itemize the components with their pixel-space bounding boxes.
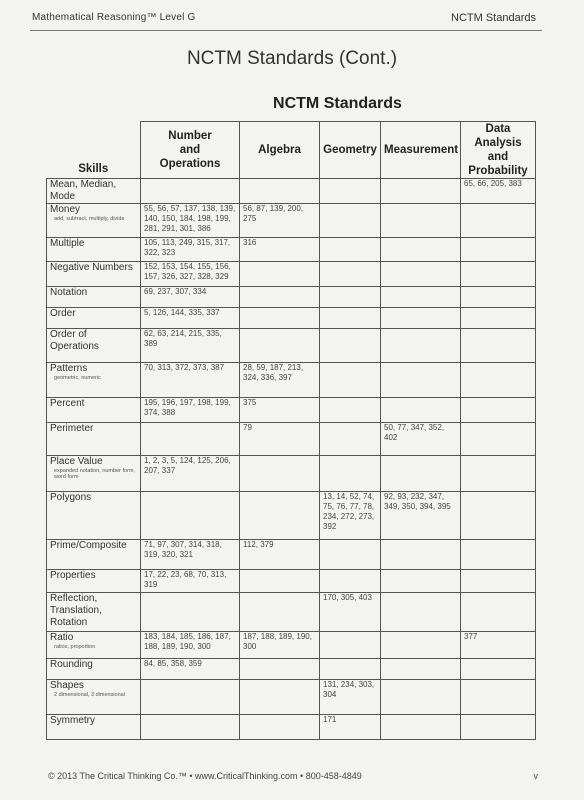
- page-list-cell-num: 17, 22, 23, 68, 70, 313, 319: [141, 570, 240, 593]
- section-header: NCTM Standards: [451, 12, 536, 24]
- page-list-cell-data: [461, 492, 536, 540]
- column-header-number-operations: [141, 122, 240, 179]
- skill-cell: [47, 363, 141, 398]
- page-list-cell-geo: [320, 456, 381, 492]
- page-list-cell-data: 377: [461, 632, 536, 659]
- skill-cell: [47, 204, 141, 238]
- page-list-cell-geo: [320, 398, 381, 423]
- page-list-cell-meas: [381, 659, 461, 680]
- skill-sublabel: ratios, proportion: [54, 644, 96, 650]
- table-row: [47, 632, 536, 659]
- page-list-cell-data: [461, 329, 536, 363]
- skill-label: Mean, Median, Mode: [50, 179, 117, 202]
- column-header-number-line2: and: [179, 144, 201, 156]
- skill-cell: [47, 308, 141, 329]
- page-list-cell-geo: [320, 659, 381, 680]
- column-header-data-analysis: [461, 122, 536, 179]
- skill-cell: [47, 715, 141, 740]
- series-header: Mathematical Reasoning™ Level G: [32, 12, 196, 23]
- table-row: [47, 540, 536, 570]
- table-row: [47, 398, 536, 423]
- table-row: [47, 456, 536, 492]
- table-row: [47, 570, 536, 593]
- table-row: [47, 659, 536, 680]
- page-list-cell-alg: [240, 308, 320, 329]
- table-row: [47, 363, 536, 398]
- page-list-cell-geo: [320, 423, 381, 456]
- page-list-cell-num: 152, 153, 154, 155, 156, 157, 326, 327, 328, 329: [141, 262, 240, 287]
- page-list-cell-num: 70, 313, 372, 373, 387: [141, 363, 240, 398]
- skill-sublabel: expanded notation, number form, word form: [54, 468, 136, 480]
- table-title: NCTM Standards: [273, 95, 402, 112]
- page-list-cell-data: [461, 204, 536, 238]
- page-list-cell-data: [461, 659, 536, 680]
- page-list-cell-alg: [240, 680, 320, 715]
- column-header-algebra: Algebra: [240, 122, 320, 179]
- page-list-cell-num: 5, 126, 144, 335, 337: [141, 308, 240, 329]
- page-list-cell-data: [461, 593, 536, 632]
- page-list-cell-alg: 316: [240, 238, 320, 262]
- page-list-cell-data: 65, 66, 205, 383: [461, 179, 536, 204]
- page-list-cell-num: [141, 715, 240, 740]
- page-list-cell-alg: 56, 87, 139, 200, 275: [240, 204, 320, 238]
- skill-label: Money: [50, 204, 81, 215]
- column-header-measurement: Measurement: [381, 122, 461, 179]
- page-list-cell-geo: [320, 363, 381, 398]
- skill-label: Place Value: [50, 456, 103, 467]
- skill-cell: [47, 287, 141, 308]
- skill-cell: [47, 423, 141, 456]
- page-list-cell-geo: [320, 179, 381, 204]
- page-list-cell-meas: [381, 715, 461, 740]
- skill-label: Rounding: [50, 659, 93, 670]
- table-row: [47, 287, 536, 308]
- column-header-skills: Skills: [47, 122, 141, 179]
- page-list-cell-geo: [320, 540, 381, 570]
- page-list-cell-alg: [240, 593, 320, 632]
- skill-cell: [47, 540, 141, 570]
- page-list-cell-num: 62, 63, 214, 215, 335, 389: [141, 329, 240, 363]
- page-list-cell-meas: [381, 329, 461, 363]
- page-list-cell-meas: [381, 680, 461, 715]
- page-list-cell-meas: [381, 398, 461, 423]
- skill-cell: [47, 492, 141, 540]
- skill-label: Order: [50, 308, 76, 319]
- column-header-number-line3: Operations: [159, 158, 221, 170]
- table-body: [47, 179, 536, 740]
- skill-label: Order of Operations: [50, 329, 99, 352]
- table-row: [47, 238, 536, 262]
- table-row: [47, 262, 536, 287]
- page-list-cell-data: [461, 287, 536, 308]
- column-header-number-line1: Number: [168, 130, 212, 142]
- footer-copyright: © 2013 The Critical Thinking Co.™ • www.CriticalThinking.com • 800-458-4849: [48, 771, 362, 781]
- page-list-cell-geo: [320, 570, 381, 593]
- page-list-cell-meas: [381, 238, 461, 262]
- page-list-cell-alg: 79: [240, 423, 320, 456]
- page-list-cell-data: [461, 715, 536, 740]
- page-list-cell-geo: [320, 308, 381, 329]
- skill-cell: [47, 659, 141, 680]
- page-list-cell-data: [461, 238, 536, 262]
- page-list-cell-alg: 112, 379: [240, 540, 320, 570]
- skill-sublabel: 2 dimensional, 3 dimensional: [54, 692, 125, 698]
- page-list-cell-data: [461, 456, 536, 492]
- page-list-cell-data: [461, 570, 536, 593]
- page-list-cell-geo: 170, 305, 403: [320, 593, 381, 632]
- skill-cell: [47, 179, 141, 204]
- table-row: [47, 329, 536, 363]
- page-list-cell-meas: [381, 308, 461, 329]
- page-list-cell-meas: [381, 456, 461, 492]
- page-list-cell-num: 84, 85, 358, 359: [141, 659, 240, 680]
- page-list-cell-meas: [381, 179, 461, 204]
- standards-table: [46, 121, 536, 740]
- page-list-cell-meas: 50, 77, 347, 352, 402: [381, 423, 461, 456]
- column-header-geometry: Geometry: [320, 122, 381, 179]
- skill-label: Shapes: [50, 680, 84, 691]
- page-list-cell-alg: [240, 570, 320, 593]
- page-list-cell-data: [461, 540, 536, 570]
- page-list-cell-geo: 131, 234, 303, 304: [320, 680, 381, 715]
- page-title: NCTM Standards (Cont.): [186, 48, 398, 69]
- skill-label: Symmetry: [50, 715, 95, 726]
- table-row: [47, 204, 536, 238]
- page-list-cell-num: [141, 423, 240, 456]
- column-header-data-line2: and: [487, 151, 509, 163]
- skill-sublabel: add, subtract, multiply, divide: [54, 216, 125, 222]
- header-divider: [30, 30, 542, 31]
- skill-cell: [47, 456, 141, 492]
- page-list-cell-data: [461, 423, 536, 456]
- page-list-cell-geo: [320, 329, 381, 363]
- skill-label: Perimeter: [50, 423, 94, 434]
- page-list-cell-alg: [240, 262, 320, 287]
- column-header-data-line3: Probability: [468, 165, 528, 177]
- skill-label: Percent: [50, 398, 85, 409]
- skill-cell: [47, 398, 141, 423]
- table-row: [47, 308, 536, 329]
- page-list-cell-meas: [381, 287, 461, 308]
- page-list-cell-num: 183, 184, 185, 186, 187, 188, 189, 190, 300: [141, 632, 240, 659]
- skill-label: Notation: [50, 287, 88, 298]
- page-list-cell-alg: [240, 287, 320, 308]
- page-list-cell-num: [141, 492, 240, 540]
- page-list-cell-num: 105, 113, 249, 315, 317, 322, 323: [141, 238, 240, 262]
- page-list-cell-alg: 187, 188, 189, 190, 300: [240, 632, 320, 659]
- table-row: [47, 423, 536, 456]
- page-list-cell-num: [141, 680, 240, 715]
- page-list-cell-meas: [381, 632, 461, 659]
- page-list-cell-alg: [240, 659, 320, 680]
- page-list-cell-geo: [320, 287, 381, 308]
- skill-sublabel: geometric, numeric: [54, 375, 101, 381]
- page-list-cell-geo: 13, 14, 52, 74, 75, 76, 77, 78, 234, 272, 273, 392: [320, 492, 381, 540]
- skill-label: Reflection, Translation, Rotation: [50, 593, 102, 628]
- page-list-cell-meas: [381, 593, 461, 632]
- page-list-cell-num: 55, 56, 57, 137, 138, 139, 140, 150, 184, 198, 199, 281, 291, 301, 386: [141, 204, 240, 238]
- page-list-cell-geo: [320, 204, 381, 238]
- page-list-cell-data: [461, 363, 536, 398]
- page-list-cell-num: [141, 179, 240, 204]
- footer-page-number: v: [533, 771, 538, 781]
- page-list-cell-meas: [381, 570, 461, 593]
- skill-cell: [47, 329, 141, 363]
- page-list-cell-data: [461, 262, 536, 287]
- skill-cell: [47, 238, 141, 262]
- column-header-data-line1: Data Analysis: [474, 123, 522, 149]
- skill-label: Ratio: [50, 632, 74, 643]
- page-list-cell-data: [461, 308, 536, 329]
- page-list-cell-geo: [320, 238, 381, 262]
- table-row: [47, 715, 536, 740]
- table-row: [47, 593, 536, 632]
- page-list-cell-data: [461, 398, 536, 423]
- skill-cell: [47, 262, 141, 287]
- skill-label: Polygons: [50, 492, 92, 503]
- page-list-cell-meas: [381, 363, 461, 398]
- page-list-cell-geo: 171: [320, 715, 381, 740]
- page-list-cell-meas: [381, 540, 461, 570]
- table-row: [47, 179, 536, 204]
- page-list-cell-meas: [381, 262, 461, 287]
- skill-label: Properties: [50, 570, 96, 581]
- page-list-cell-alg: 28, 59, 187, 213, 324, 336, 397: [240, 363, 320, 398]
- skill-cell: [47, 570, 141, 593]
- page-list-cell-alg: [240, 329, 320, 363]
- page-list-cell-num: 1, 2, 3, 5, 124, 125, 206, 207, 337: [141, 456, 240, 492]
- skill-cell: [47, 593, 141, 632]
- skill-label: Multiple: [50, 238, 85, 249]
- skill-label: Negative Numbers: [50, 262, 133, 273]
- page-list-cell-num: [141, 593, 240, 632]
- page-list-cell-alg: [240, 179, 320, 204]
- skill-cell: [47, 632, 141, 659]
- page-list-cell-data: [461, 680, 536, 715]
- page-list-cell-meas: [381, 204, 461, 238]
- page-list-cell-geo: [320, 632, 381, 659]
- skill-label: Prime/Composite: [50, 540, 127, 551]
- page-list-cell-alg: 375: [240, 398, 320, 423]
- skill-cell: [47, 680, 141, 715]
- table-row: [47, 492, 536, 540]
- page-list-cell-num: 71, 97, 307, 314, 318, 319, 320, 321: [141, 540, 240, 570]
- page-list-cell-alg: [240, 715, 320, 740]
- table-header-row: [47, 122, 536, 179]
- page-list-cell-num: 195, 196, 197, 198, 199, 374, 388: [141, 398, 240, 423]
- table-row: [47, 680, 536, 715]
- page-list-cell-alg: [240, 492, 320, 540]
- page-list-cell-alg: [240, 456, 320, 492]
- page-list-cell-meas: 92, 93, 232, 347, 349, 350, 394, 395: [381, 492, 461, 540]
- page-list-cell-num: 69, 237, 307, 334: [141, 287, 240, 308]
- skill-label: Patterns: [50, 363, 88, 374]
- page-list-cell-geo: [320, 262, 381, 287]
